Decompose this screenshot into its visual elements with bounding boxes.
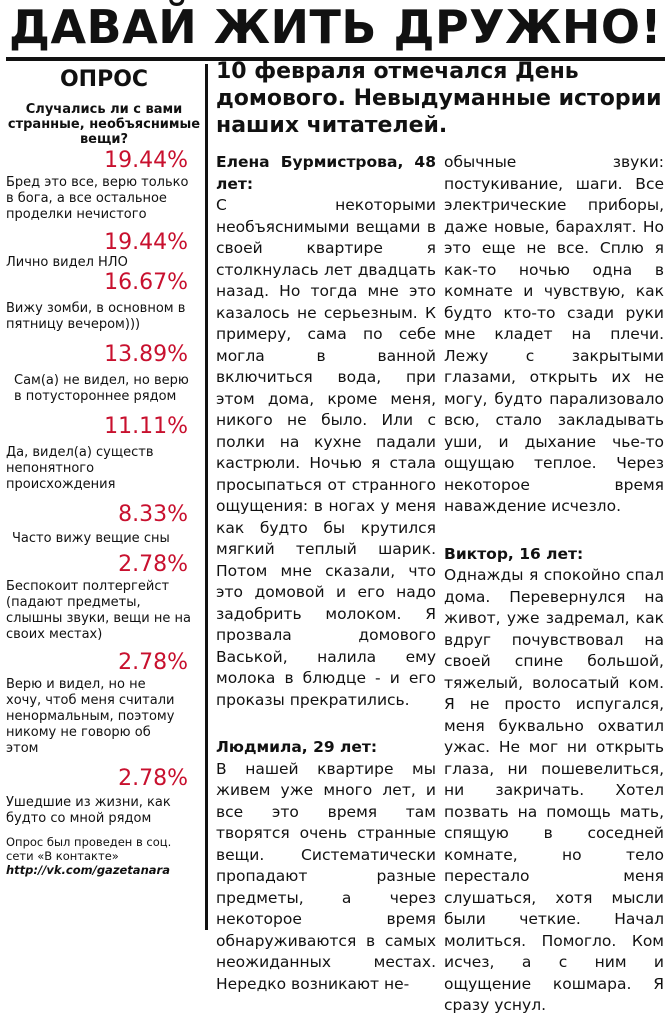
poll-percent: 2.78% [118, 766, 188, 791]
story-author: Елена Бурмистрова, 48 лет: [216, 153, 436, 193]
story-author: Людмила, 29 лет: [216, 738, 378, 756]
story-text: Однажды я спокойно спал дома. Перевернулся на живот, уже задремал, как вдруг почувствовал на своей спине большой, тяжелый, волосатый ком. Я не просто испугался, меня буквально охватил ужас. Не мог ни открыть глаза, ни пошевелиться, ни закричать. Хотел позвать на помощь мать, спящую в соседней комнате, но тело перестало меня слушаться, хотя мысли были четкие. Начал молиться. Помогло. Ком исчез, а с ним и ощущение кошмара. Я сразу уснул. [444, 566, 664, 1014]
poll-item [6, 231, 202, 271]
poll-title: ОПРОС [59, 67, 149, 92]
story-text: В нашей квартире мы живем уже много лет, и все это время там творятся очень странные вещи. Систематически пропадают разные предметы, а через некоторое время обнаруживаются в самых неожиданных местах. Нередко возникают не- [216, 759, 436, 993]
poll-percent: 16.67% [104, 270, 188, 295]
poll-item [6, 343, 202, 405]
poll-item [6, 767, 202, 827]
poll-sidebar [6, 64, 202, 930]
article-intro: 10 февраля отмечался День домового. Невыдуманные истории наших читателей. [216, 59, 662, 138]
article-column-2 [444, 152, 664, 1017]
poll-answer: Часто вижу вещие сны [12, 531, 170, 546]
poll-answer: Беспокоит полтергейст (падают предметы, слышны звуки, вещи не на своих местах) [6, 579, 191, 642]
poll-percent: 11.11% [104, 414, 188, 439]
poll-percent: 2.78% [118, 650, 188, 675]
poll-percent: 2.78% [118, 552, 188, 577]
headline: ДАВАЙ ЖИТЬ ДРУЖНО! [8, 0, 663, 54]
poll-item [6, 149, 202, 223]
poll-question: Случались ли с вами странные, необъяснимые вещи? [7, 102, 201, 147]
poll-answer: Вижу зомби, в основном в пятницу вечером))) [6, 301, 186, 332]
column-divider [205, 64, 208, 930]
poll-item [6, 503, 202, 547]
poll-item [6, 415, 202, 493]
poll-answer: Верю и видел, но не хочу, чтоб меня считали ненормальным, поэтому никому не говорю об этом [6, 677, 175, 756]
poll-percent: 13.89% [104, 342, 188, 367]
poll-answer: Бред это все, верю только в бога, а все остальное проделки нечистого [6, 175, 189, 222]
story-text: обычные звуки: постукивание, шаги. Все электрические приборы, даже новые, барахлят. Но это еще не все. Сплю я как-то ночью одна в комнате и чувствую, как будто кто-то сзади руки мне кладет на плечи. Лежу с закрытыми глазами, открыть их не могу, будто парализовало всю, стало закладывать уши, и дыхание чье-то ощущаю теплое. Через некоторое время наваждение исчезло. [444, 153, 664, 515]
poll-answer: Ушедшие из жизни, как будто со мной рядом [6, 795, 171, 826]
poll-footnote [6, 835, 202, 877]
article-column-1 [216, 152, 436, 995]
poll-percent: 19.44% [104, 230, 188, 255]
poll-footnote-url[interactable]: http://vk.com/gazetanara [6, 863, 170, 877]
poll-item [6, 553, 202, 643]
poll-percent: 19.44% [104, 148, 188, 173]
poll-percent: 8.33% [118, 502, 188, 527]
poll-answer: Сам(а) не видел, но верю в потустороннее рядом [14, 373, 189, 404]
poll-answer: Лично видел НЛО [6, 255, 128, 270]
poll-answer: Да, видел(а) существ непонятного происхождения [6, 445, 154, 492]
poll-item [6, 651, 202, 757]
poll-footnote-text: Опрос был проведен в соц. сети «В контакте» [6, 835, 172, 863]
story-text: С некоторыми необъяснимыми вещами в своей квартире я столкнулась лет двадцать назад. Но тогда мне это казалось не серьезным. К примеру, сама по себе могла в ванной включиться вода, при этом дома, кроме меня, никого не было. Или с полки на кухне падали кастрюли. Ночью я стала просыпаться от странного ощущения: в ногах у меня как будто бы крутился мягкий теплый шарик. Потом мне сказали, что это домовой и его надо задобрить молоком. Я прозвала домового Васькой, налила ему молока в блюдце - и его проказы прекратились. [216, 196, 436, 709]
poll-item [6, 271, 202, 333]
story-author: Виктор, 16 лет: [444, 544, 584, 563]
